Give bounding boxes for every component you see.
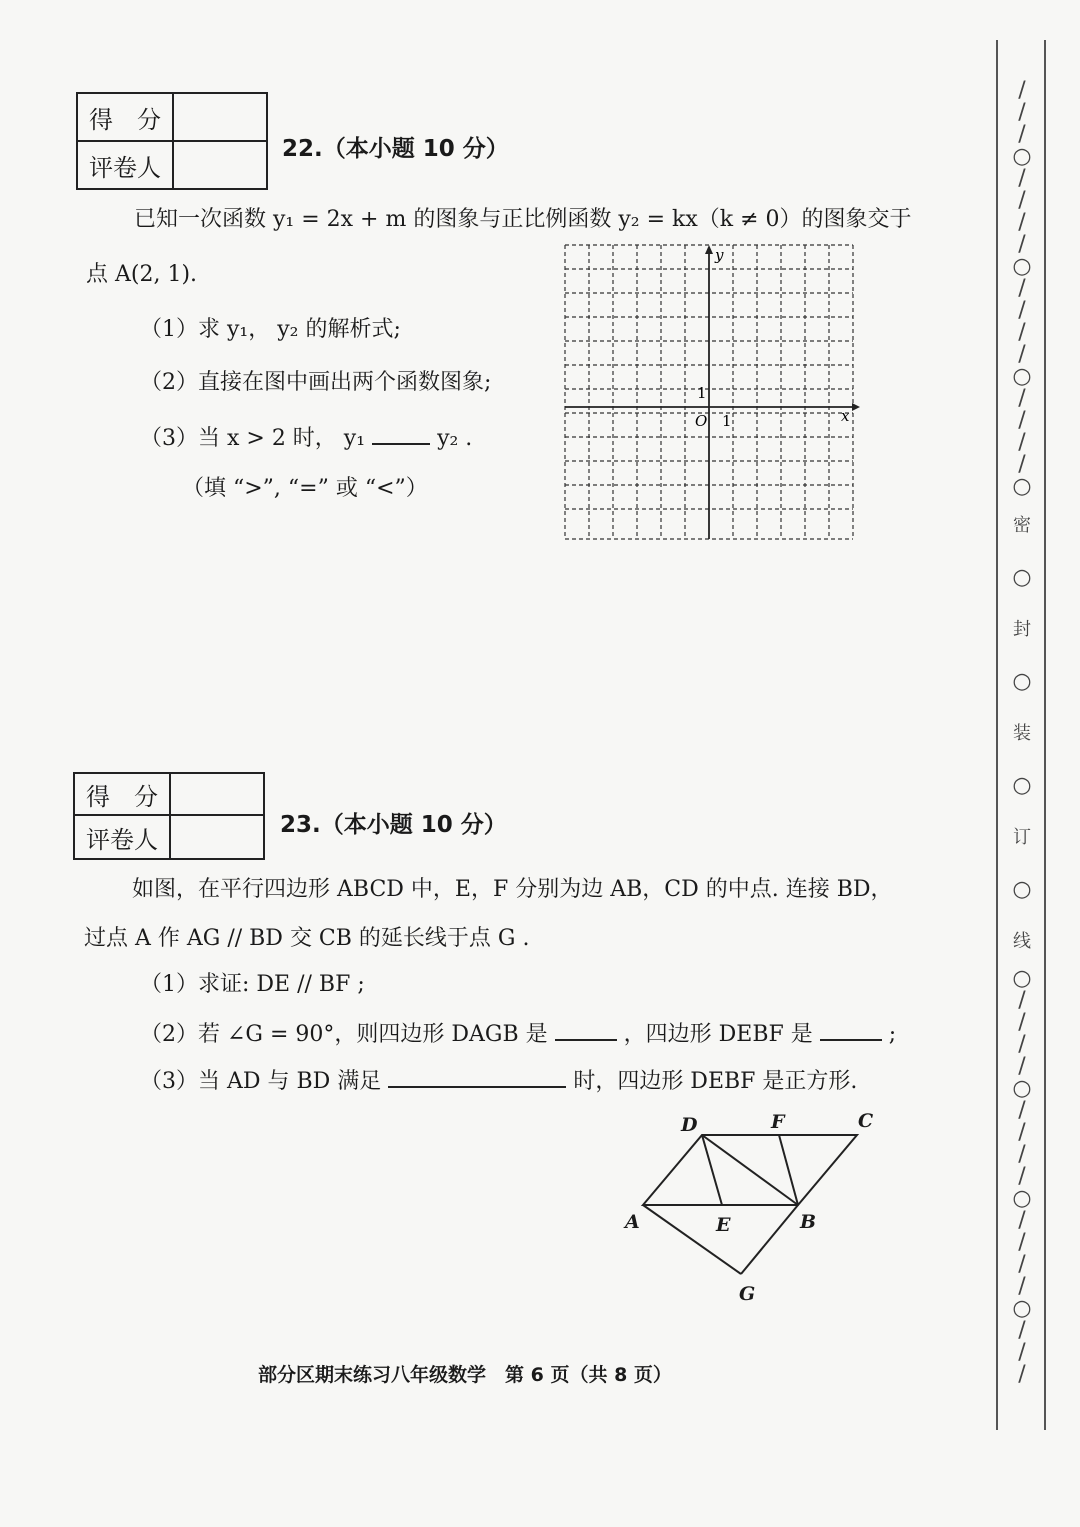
- seal-char-1: 密: [1013, 515, 1031, 536]
- q22-part1: （1）求 y₁， y₂ 的解析式;: [140, 317, 401, 342]
- q23-part3-blank[interactable]: [388, 1064, 566, 1088]
- q23-score-table: [73, 772, 265, 860]
- q22-origin-label: O: [695, 412, 708, 430]
- label-d: D: [681, 1114, 698, 1136]
- q22-part3: [140, 421, 472, 454]
- segment-bd: [702, 1135, 798, 1205]
- q23-parallelogram-figure: [615, 1100, 890, 1310]
- circle-marker: ○: [1012, 773, 1032, 798]
- q22-x-axis-arrow: [852, 403, 860, 411]
- page-footer: 部分区期末练习八年级数学 第 6 页（共 8 页）: [258, 1364, 672, 1386]
- q22-part3-blank[interactable]: [372, 421, 430, 445]
- q22-stem-line1: 已知一次函数 y₁ = 2x + m 的图象与正比例函数 y₂ = kx（k ≠ 0）的图象交于: [134, 207, 912, 232]
- margin-seal-column: [1004, 500, 1040, 968]
- q22-score-label: 得 分: [77, 93, 173, 141]
- q22-part2: （2）直接在图中画出两个函数图象;: [140, 370, 492, 395]
- circle-marker: ○: [1012, 877, 1032, 902]
- q22-grader-label: 评卷人: [77, 141, 173, 189]
- segment-bf: [779, 1135, 798, 1205]
- q22-score-table: [76, 92, 268, 190]
- q23-part2-text-a: （2）若 ∠G = 90°，则四边形 DAGB 是: [140, 1022, 548, 1047]
- q23-part3-text-b: 时，四边形 DEBF 是正方形.: [573, 1069, 858, 1094]
- q23-stem-line2: 过点 A 作 AG // BD 交 CB 的延长线于点 G .: [84, 926, 530, 951]
- margin-slash-pattern-top: / / / ○ / / / / ○ / / / / ○ / / / / ○: [1012, 78, 1032, 499]
- q23-part2-blank-1[interactable]: [555, 1017, 617, 1041]
- segment-de: [702, 1135, 722, 1205]
- q23-part1: （1）求证: DE // BF ;: [140, 972, 365, 997]
- q22-tick-y-label: 1: [697, 384, 707, 402]
- q22-hint: （填 “>”, “=” 或 “<”）: [182, 476, 428, 501]
- q23-stem-line1: 如图，在平行四边形 ABCD 中，E，F 分别为边 AB，CD 的中点. 连接 BD，: [132, 877, 893, 902]
- label-a: A: [625, 1211, 640, 1233]
- label-f: F: [771, 1111, 785, 1133]
- q23-part2-text-c: ;: [888, 1022, 897, 1047]
- q22-axis-x-label: x: [841, 407, 850, 425]
- q23-part2: [140, 1017, 896, 1050]
- q22-part3-text-b: y₂ .: [437, 426, 473, 451]
- seal-char-4: 订: [1013, 827, 1031, 848]
- label-b: B: [800, 1211, 817, 1233]
- q23-grader-cell: [170, 815, 264, 859]
- margin-line-right: [1044, 40, 1046, 1430]
- q23-heading: 23.（本小题 10 分）: [280, 812, 507, 838]
- q23-score-cell: [170, 773, 264, 815]
- q23-part3-text-a: （3）当 AD 与 BD 满足: [140, 1069, 382, 1094]
- q22-coordinate-grid: [560, 240, 860, 545]
- q23-grader-label: 评卷人: [74, 815, 170, 859]
- margin-slash-pattern-bottom: ○ / / / / ○ / / / / ○ / / / / ○ / / /: [1012, 966, 1032, 1387]
- q23-part2-blank-2[interactable]: [820, 1017, 882, 1041]
- seal-char-3: 装: [1013, 723, 1031, 744]
- margin-line-left: [996, 40, 998, 1430]
- q22-heading: 22.（本小题 10 分）: [282, 136, 509, 162]
- q22-grader-cell: [173, 141, 267, 189]
- q23-score-label: 得 分: [74, 773, 170, 815]
- seal-char-2: 封: [1013, 619, 1031, 640]
- q22-part3-text-a: （3）当 x > 2 时， y₁: [140, 426, 366, 451]
- circle-marker: ○: [1012, 669, 1032, 694]
- label-g: G: [739, 1283, 756, 1305]
- q22-axis-y-label: y: [715, 246, 724, 264]
- q22-score-cell: [173, 93, 267, 141]
- q22-tick-x-label: 1: [722, 412, 732, 430]
- label-c: C: [858, 1110, 874, 1132]
- q23-part2-text-b: ，四边形 DEBF 是: [623, 1022, 813, 1047]
- q22-stem-line2: 点 A(2, 1).: [86, 262, 198, 287]
- circle-marker: ○: [1012, 565, 1032, 590]
- seal-char-5: 线: [1013, 931, 1031, 952]
- label-e: E: [716, 1214, 731, 1236]
- segment-bg: [741, 1205, 798, 1274]
- q22-y-axis-arrow: [705, 245, 713, 254]
- binding-margin: [1004, 78, 1040, 1387]
- q23-part3: [140, 1064, 857, 1097]
